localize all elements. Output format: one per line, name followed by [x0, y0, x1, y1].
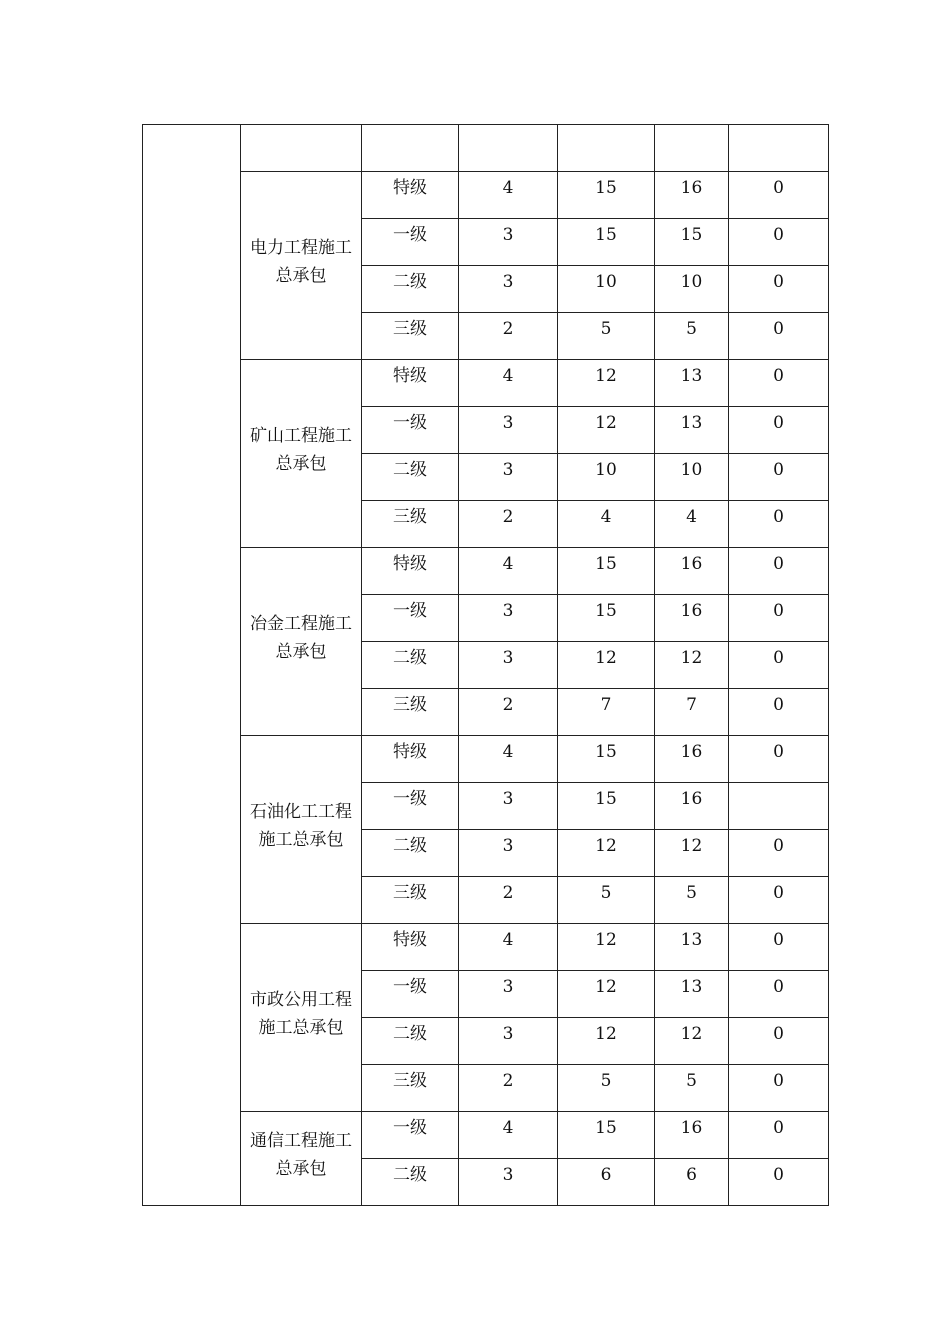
- value-cell-b: 15: [558, 595, 655, 642]
- value-cell-b: 4: [558, 501, 655, 548]
- value-cell-d: 0: [729, 595, 829, 642]
- category-cell: [241, 172, 362, 360]
- table-row: [143, 736, 829, 783]
- table-row-blank: [143, 125, 829, 172]
- table-row: [143, 172, 829, 219]
- value-cell-d: 0: [729, 736, 829, 783]
- value-cell-c: 12: [655, 1018, 729, 1065]
- grade-cell: 特级: [362, 736, 459, 783]
- grade-cell: 特级: [362, 360, 459, 407]
- grade-cell: 三级: [362, 877, 459, 924]
- category-cell: [241, 924, 362, 1112]
- grade-cell: 一级: [362, 783, 459, 830]
- value-cell-a: 3: [459, 1018, 558, 1065]
- value-cell-b: 12: [558, 924, 655, 971]
- value-cell-a: 3: [459, 219, 558, 266]
- value-cell-c: 16: [655, 736, 729, 783]
- blank-cell: [558, 125, 655, 172]
- value-cell-c: 16: [655, 783, 729, 830]
- grade-cell: 三级: [362, 1065, 459, 1112]
- value-cell-b: 5: [558, 313, 655, 360]
- value-cell-b: 5: [558, 877, 655, 924]
- value-cell-d: 0: [729, 1018, 829, 1065]
- value-cell-a: 4: [459, 736, 558, 783]
- value-cell-c: 4: [655, 501, 729, 548]
- value-cell-c: 16: [655, 172, 729, 219]
- category-name-line: 施工总承包: [258, 1017, 344, 1038]
- value-cell-c: 16: [655, 1112, 729, 1159]
- grade-cell: 特级: [362, 548, 459, 595]
- left-merged-cell: [143, 125, 241, 1206]
- value-cell-d: 0: [729, 454, 829, 501]
- value-cell-a: 3: [459, 642, 558, 689]
- value-cell-c: 16: [655, 595, 729, 642]
- value-cell-c: 15: [655, 219, 729, 266]
- value-cell-d: 0: [729, 548, 829, 595]
- grade-cell: 一级: [362, 407, 459, 454]
- value-cell-a: 4: [459, 360, 558, 407]
- value-cell-b: 5: [558, 1065, 655, 1112]
- value-cell-b: 15: [558, 548, 655, 595]
- value-cell-a: 3: [459, 1159, 558, 1206]
- table-row: [143, 924, 829, 971]
- grade-cell: 二级: [362, 454, 459, 501]
- grade-cell: 二级: [362, 266, 459, 313]
- grade-cell: 二级: [362, 1159, 459, 1206]
- category-name-line: 总承包: [275, 641, 327, 662]
- grade-cell: 二级: [362, 642, 459, 689]
- value-cell-a: 3: [459, 454, 558, 501]
- value-cell-a: 2: [459, 501, 558, 548]
- value-cell-b: 12: [558, 360, 655, 407]
- table-row: [143, 1112, 829, 1159]
- grade-cell: 特级: [362, 172, 459, 219]
- value-cell-c: 7: [655, 689, 729, 736]
- grade-cell: 一级: [362, 971, 459, 1018]
- category-name-line: 施工总承包: [258, 829, 344, 850]
- category-cell: [241, 548, 362, 736]
- qualification-table: [142, 124, 829, 1206]
- category-name-line: 总承包: [275, 453, 327, 474]
- value-cell-a: 2: [459, 313, 558, 360]
- value-cell-b: 12: [558, 642, 655, 689]
- value-cell-c: 5: [655, 877, 729, 924]
- blank-cell: [655, 125, 729, 172]
- value-cell-d: 0: [729, 313, 829, 360]
- value-cell-a: 3: [459, 266, 558, 313]
- value-cell-d: 0: [729, 924, 829, 971]
- value-cell-b: 7: [558, 689, 655, 736]
- value-cell-a: 3: [459, 595, 558, 642]
- value-cell-d: 0: [729, 642, 829, 689]
- value-cell-a: 3: [459, 407, 558, 454]
- category-name-line: 矿山工程施工: [250, 425, 352, 446]
- value-cell-b: 12: [558, 407, 655, 454]
- value-cell-a: 2: [459, 877, 558, 924]
- value-cell-c: 16: [655, 548, 729, 595]
- grade-cell: 三级: [362, 689, 459, 736]
- value-cell-d: 0: [729, 689, 829, 736]
- category-cell: [241, 360, 362, 548]
- value-cell-c: 12: [655, 830, 729, 877]
- value-cell-d: 0: [729, 1065, 829, 1112]
- value-cell-b: 12: [558, 830, 655, 877]
- value-cell-d: 0: [729, 501, 829, 548]
- value-cell-b: 15: [558, 736, 655, 783]
- value-cell-c: 5: [655, 1065, 729, 1112]
- category-name-line: 总承包: [275, 1158, 327, 1179]
- value-cell-c: 12: [655, 642, 729, 689]
- value-cell-b: 15: [558, 1112, 655, 1159]
- table-row: [143, 360, 829, 407]
- value-cell-a: 2: [459, 689, 558, 736]
- value-cell-b: 10: [558, 454, 655, 501]
- value-cell-b: 15: [558, 783, 655, 830]
- value-cell-a: 2: [459, 1065, 558, 1112]
- value-cell-c: 13: [655, 360, 729, 407]
- category-name-line: 电力工程施工: [250, 237, 352, 258]
- value-cell-a: 4: [459, 172, 558, 219]
- value-cell-b: 15: [558, 219, 655, 266]
- value-cell-a: 3: [459, 783, 558, 830]
- category-name-line: 通信工程施工: [250, 1130, 352, 1151]
- value-cell-b: 15: [558, 172, 655, 219]
- value-cell-a: 3: [459, 830, 558, 877]
- value-cell-c: 13: [655, 971, 729, 1018]
- value-cell-d: 0: [729, 360, 829, 407]
- grade-cell: 二级: [362, 1018, 459, 1065]
- category-cell: [241, 1112, 362, 1206]
- category-name-line: 市政公用工程: [250, 989, 352, 1010]
- grade-cell: 三级: [362, 501, 459, 548]
- value-cell-d: 0: [729, 877, 829, 924]
- value-cell-d: 0: [729, 1159, 829, 1206]
- grade-cell: 二级: [362, 830, 459, 877]
- value-cell-a: 3: [459, 971, 558, 1018]
- value-cell-a: 4: [459, 924, 558, 971]
- value-cell-c: 10: [655, 454, 729, 501]
- value-cell-c: 6: [655, 1159, 729, 1206]
- value-cell-b: 12: [558, 971, 655, 1018]
- category-cell: [241, 736, 362, 924]
- value-cell-c: 5: [655, 313, 729, 360]
- value-cell-a: 4: [459, 548, 558, 595]
- value-cell-b: 10: [558, 266, 655, 313]
- value-cell-c: 13: [655, 407, 729, 454]
- value-cell-d: [729, 783, 829, 830]
- blank-cell: [459, 125, 558, 172]
- grade-cell: 一级: [362, 595, 459, 642]
- value-cell-c: 10: [655, 266, 729, 313]
- blank-cell: [241, 125, 362, 172]
- table-row: [143, 548, 829, 595]
- grade-cell: 三级: [362, 313, 459, 360]
- grade-cell: 一级: [362, 219, 459, 266]
- table-body: [143, 125, 829, 1206]
- value-cell-d: 0: [729, 830, 829, 877]
- value-cell-d: 0: [729, 266, 829, 313]
- value-cell-c: 13: [655, 924, 729, 971]
- value-cell-d: 0: [729, 172, 829, 219]
- value-cell-d: 0: [729, 407, 829, 454]
- category-name-line: 总承包: [275, 265, 327, 286]
- category-name-line: 石油化工工程: [250, 801, 352, 822]
- value-cell-d: 0: [729, 1112, 829, 1159]
- value-cell-b: 12: [558, 1018, 655, 1065]
- value-cell-a: 4: [459, 1112, 558, 1159]
- blank-cell: [729, 125, 829, 172]
- value-cell-d: 0: [729, 971, 829, 1018]
- grade-cell: 特级: [362, 924, 459, 971]
- value-cell-d: 0: [729, 219, 829, 266]
- category-name-line: 冶金工程施工: [250, 613, 352, 634]
- value-cell-b: 6: [558, 1159, 655, 1206]
- blank-cell: [362, 125, 459, 172]
- grade-cell: 一级: [362, 1112, 459, 1159]
